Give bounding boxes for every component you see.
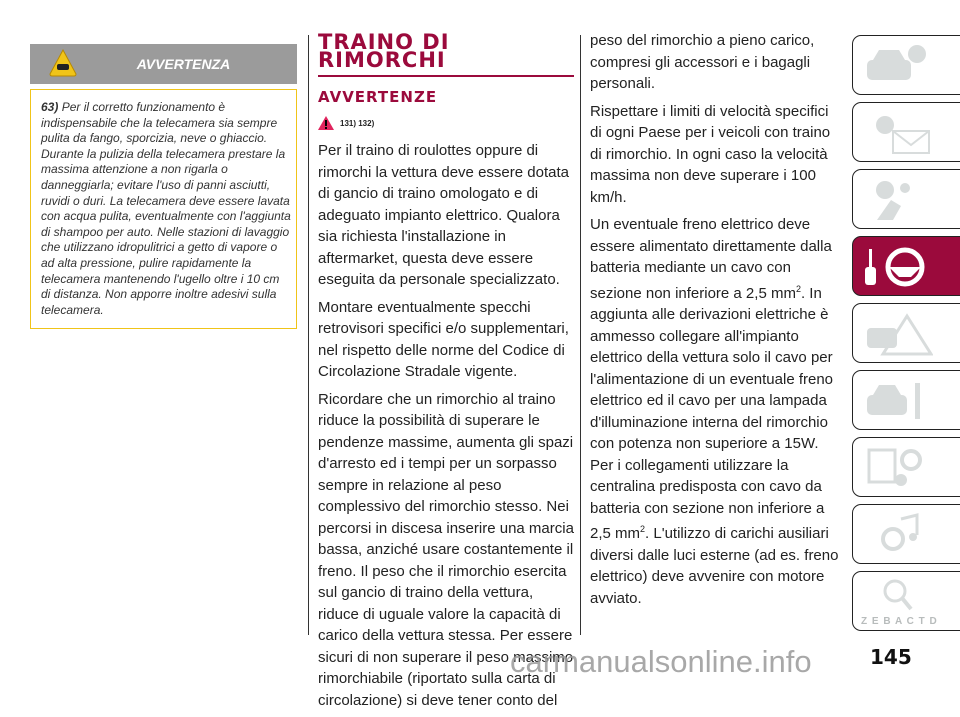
key-steering-wheel-icon: [863, 243, 933, 289]
warning-triangle-icon: [318, 116, 334, 130]
warning-title: AVVERTENZA: [136, 56, 231, 72]
maintenance-icon: [863, 377, 933, 423]
paragraph: Rispettare i limiti di velocità specifici di ogni Paese per i veicoli con traino di rimorchio. In ogni caso la velocità massima non deve superare i 100 km/h.: [590, 102, 831, 206]
tab-technical-data[interactable]: [852, 437, 960, 497]
middle-column: [318, 30, 574, 717]
warning-box: [30, 89, 297, 329]
section-title: TRAINO DI RIMORCHI: [318, 33, 574, 77]
tab-safety[interactable]: [852, 169, 960, 229]
tab-index[interactable]: [852, 571, 960, 631]
paragraph: Per il traino di roulottes oppure di rimorchi la vettura deve essere dotata di gancio di traino omologato e di adeguato impianto elettrico. Qualora sia richiesta l'installazione in aftermarket, questa deve essere eseguita da personale specializzato.: [318, 142, 569, 288]
paragraph: Montare eventualmente specchi retrovisori specifici e/o supplementari, nel rispetto delle norme del Codice di Circolazione Stradale vigente.: [318, 298, 569, 380]
tab-emergency[interactable]: [852, 303, 960, 363]
tab-multimedia[interactable]: [852, 504, 960, 564]
page-number: 145: [870, 645, 912, 669]
paragraph: Un eventuale freno elettrico deve essere alimentato direttamente dalla batteria mediante un cavo con sezione non inferiore a 2,5 $mm^2$. In aggiunta alle derivazioni elettriche è ammesso collegare all'impianto elettrico della vettura solo il cavo per l'alimentazione di un eventuale freno elettrico ed il cavo per una lampada d'illuminazione interna del rimorchio con potenza non superiore a 15W. Per i collegamenti utilizzare la centralina predisposta con cavo da batteria con sezione non inferiore a 2,5 $mm^2$. L'utilizzo di carichi ausiliari diversi dalle luci esterne (ad es. freno elettrico) deve avvenire con motore avviato.: [590, 216, 839, 607]
warning-header: [30, 44, 297, 84]
index-tab-letters: Z E B A C T D: [861, 616, 938, 627]
tab-car-info[interactable]: [852, 35, 960, 95]
section-subtitle: AVVERTENZE: [318, 88, 438, 106]
warning-refs: 131) 132): [340, 118, 375, 128]
technical-data-icon: [863, 444, 933, 490]
emergency-icon: [863, 310, 933, 356]
index-icon: [863, 575, 933, 613]
tab-maintenance[interactable]: [852, 370, 960, 430]
note-text: Per il corretto funzionamento è indispensabile che la telecamera sia sempre pulita da fango, sporcizia, neve o ghiaccio. Durante la pulizia della telecamera prestare la massima attenzione a non rigarla o danneggiarla; evitare l'uso di panni asciutti, ruvidi o duri. La telecamera deve essere lavata con acqua pulita, eventualmente con l'aggiunta di shampoo per auto. Nelle stazioni di lavaggio che utilizzano idropulitrici a getto di vapore o ad alta pressione, pulire rapidamente la telecamera mantenendo l'ugello oltre i 10 cm di distanza. Non apporre inoltre adesivi sulla telecamera.: [41, 100, 291, 317]
note-number: 63): [41, 100, 59, 114]
lights-warning-icon: [863, 109, 933, 155]
tab-lights-warnings[interactable]: [852, 102, 960, 162]
watermark: carmanualsonline.info: [510, 644, 812, 679]
right-column: [590, 30, 842, 615]
tab-starting-driving[interactable]: [852, 236, 960, 296]
multimedia-icon: [863, 511, 933, 557]
safety-seat-icon: [863, 176, 933, 222]
column-divider: [308, 35, 309, 635]
car-info-icon: [863, 42, 933, 88]
paragraph: Ricordare che un rimorchio al traino riduce la possibilità di superare le pendenze massime, aumenta gli spazi d'arresto ed i tempi per un sorpasso sempre in relazione al peso complessivo del rimorchio stesso. Nei percorsi in discesa inserire una marcia bassa, anziché usare costantemente il freno. Il peso che il rimorchio esercita sul gancio di traino della vettura, riduce di uguale valore la capacità di carico della vettura stessa. Per essere sicuri di non superare il peso massimo rimorchiabile (riportato sulla carta di circolazione) si deve tener conto del: [318, 390, 574, 709]
paragraph: peso del rimorchio a pieno carico, compresi gli accessori e i bagagli personali.: [590, 32, 815, 92]
column-divider: [580, 35, 581, 635]
